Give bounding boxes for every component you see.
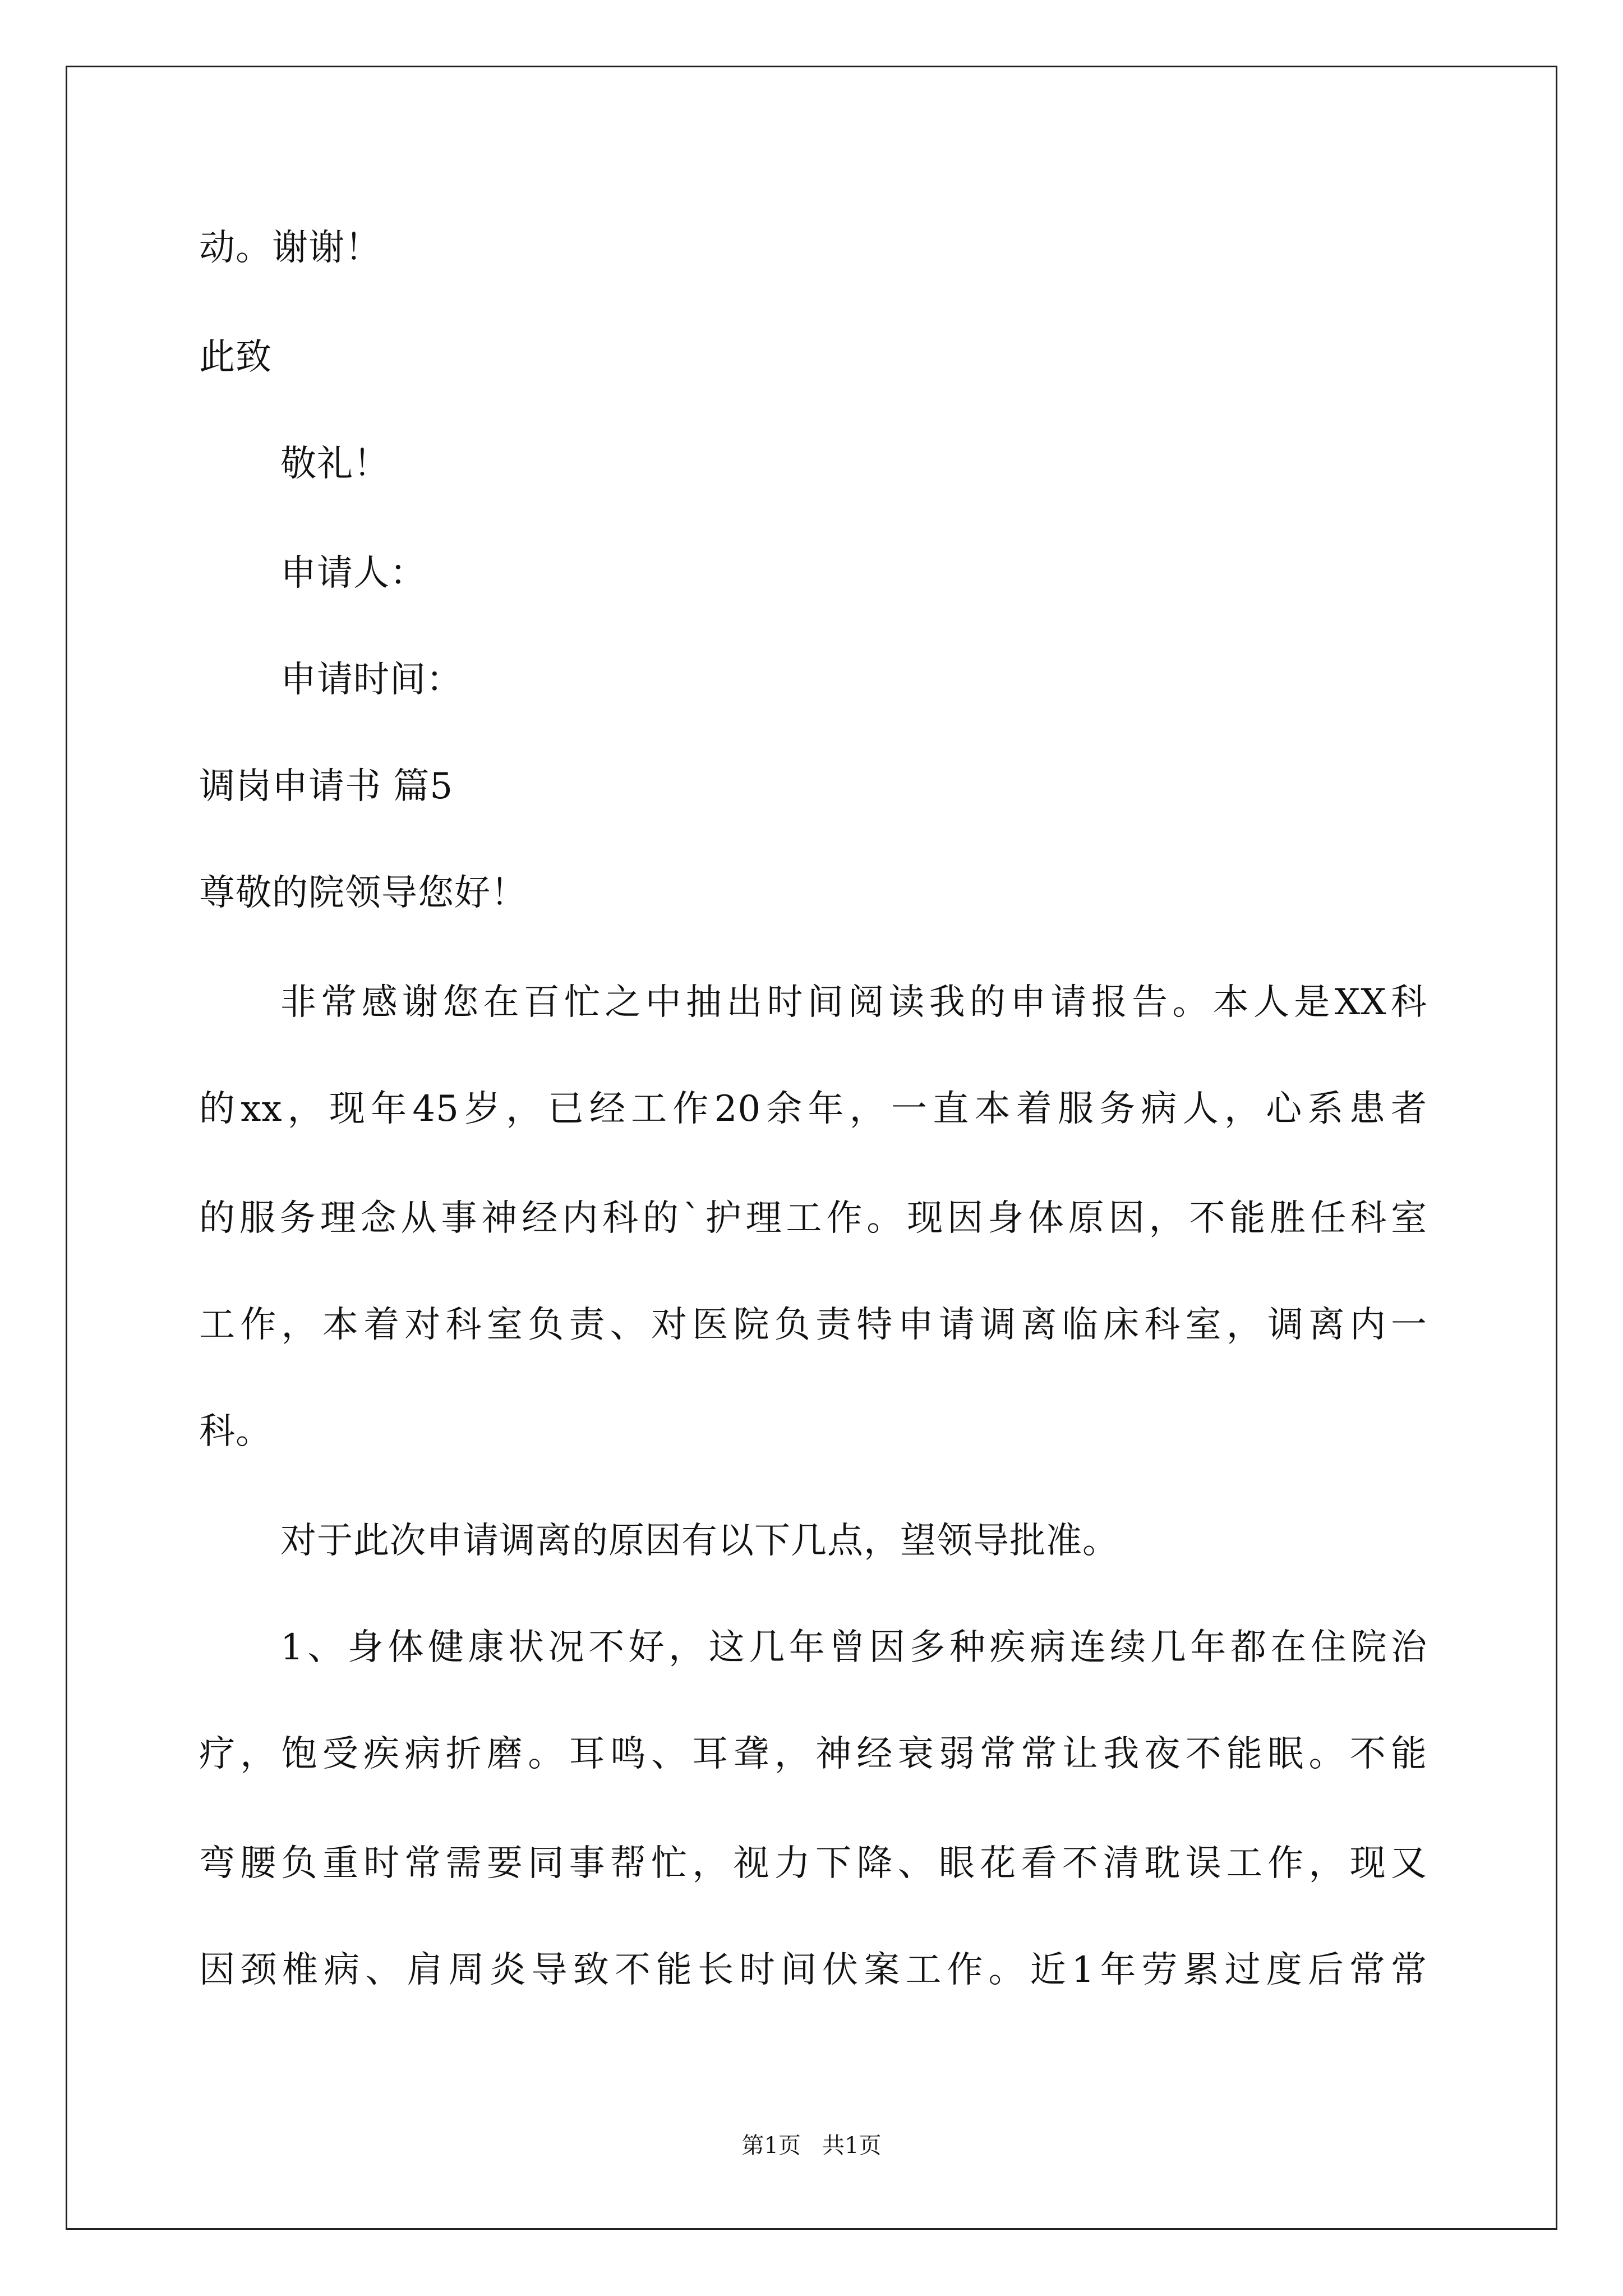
text-line-closing-thanks: 动。谢谢！ [199, 227, 381, 269]
paragraph-line: 工作，本着对科室负责、对医院负责特申请调离临床科室，调离内一 [199, 1304, 1427, 1346]
paragraph-line: 非常感谢您在百忙之中抽出时间阅读我的申请报告。本人是XX科 [280, 982, 1427, 1023]
paragraph-line: 1、身体健康状况不好，这几年曾因多种疾病连续几年都在住院治 [280, 1627, 1427, 1668]
paragraph-line: 科。 [199, 1411, 272, 1452]
text-line-applicant: 申请人： [280, 553, 426, 594]
paragraph-line: 疗，饱受疾病折磨。耳鸣、耳聋，神经衰弱常常让我夜不能眠。不能 [199, 1733, 1427, 1775]
section-title: 调岗申请书 篇5 [199, 766, 454, 807]
paragraph-line: 的服务理念从事神经内科的`护理工作。现因身体原因，不能胜任科室 [199, 1198, 1427, 1239]
page-border [66, 66, 1557, 2230]
paragraph-line: 的xx，现年45岁，已经工作20余年，一直本着服务病人，心系患者 [199, 1088, 1427, 1130]
text-line-application-date: 申请时间： [280, 659, 463, 701]
paragraph-line: 因颈椎病、肩周炎导致不能长时间伏案工作。近1年劳累过度后常常 [199, 1949, 1427, 1991]
text-line-greeting: 尊敬的院领导您好！ [199, 872, 527, 914]
paragraph-line: 弯腰负重时常需要同事帮忙，视力下降、眼花看不清耽误工作，现又 [199, 1843, 1427, 1884]
text-line-salutation-cizhi: 此致 [199, 337, 272, 378]
text-line-salutation-jingli: 敬礼！ [280, 443, 390, 485]
paragraph-line: 对于此次申请调离的原因有以下几点，望领导批准。 [280, 1520, 1119, 1562]
page-footer: 第1页 共1页 [741, 2133, 882, 2159]
